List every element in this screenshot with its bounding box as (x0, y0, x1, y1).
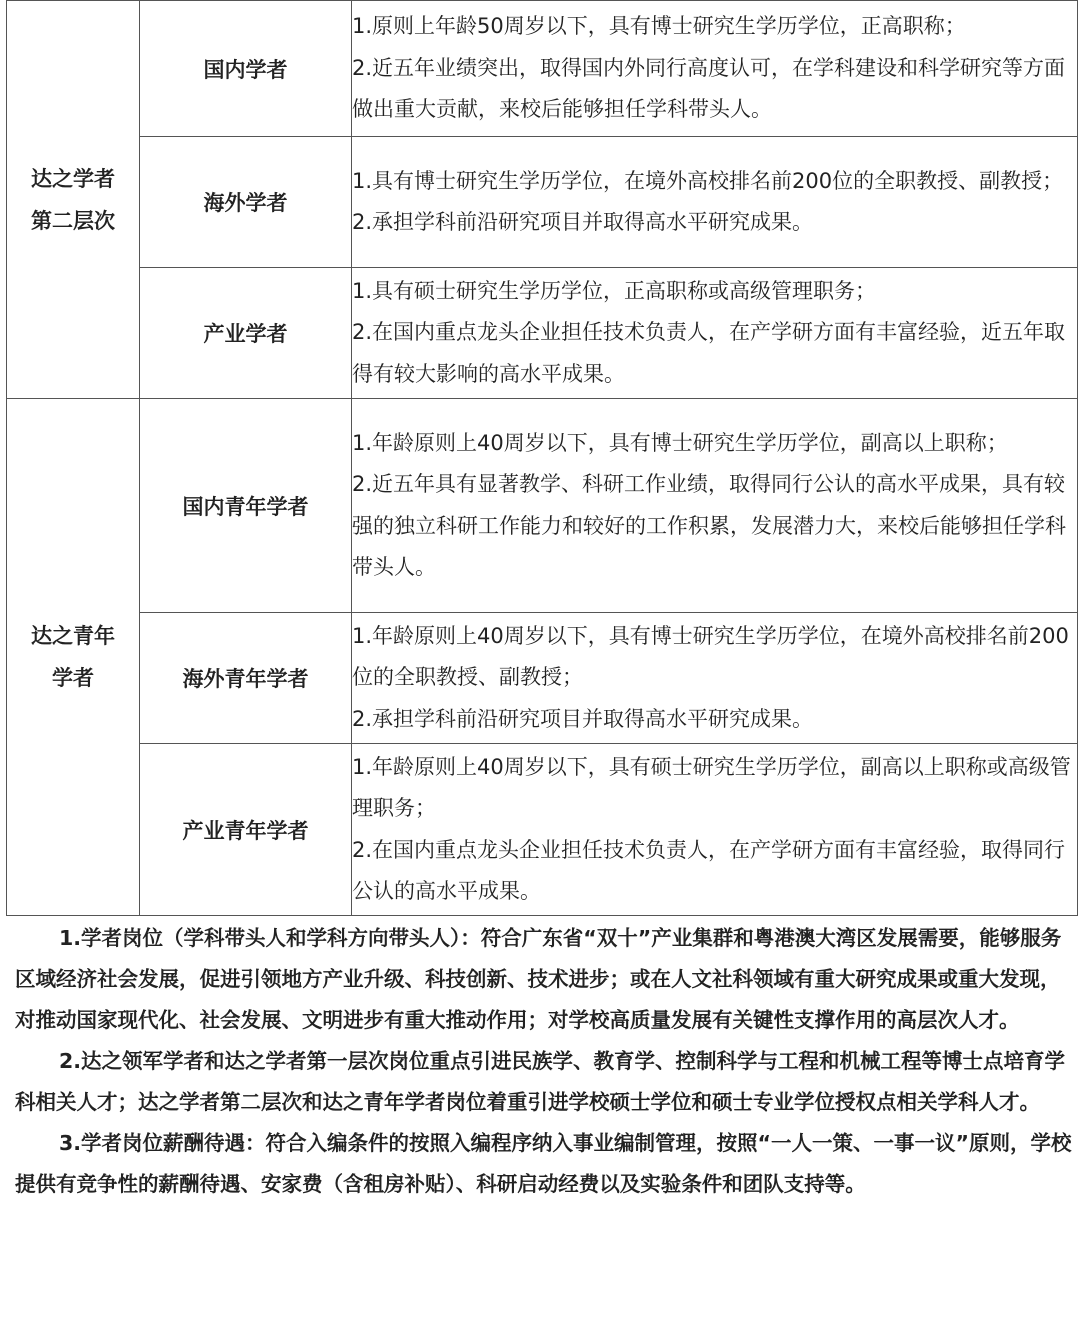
requirement-line: 1.年龄原则上40周岁以下，具有博士研究生学历学位，副高以上职称； (352, 430, 1008, 455)
category-cell (7, 1, 140, 399)
requirement-line: 2.承担学科前沿研究项目并取得高水平研究成果。 (352, 210, 814, 234)
scholar-type-cell: 国内青年学者 (140, 399, 352, 613)
requirement-cell (352, 744, 1078, 916)
scholar-type-cell: 国内学者 (140, 1, 352, 137)
requirement-line: 2.近五年业绩突出，取得国内外同行高度认可，在学科建设和科学研究等方面做出重大贡献，来校后能够担任学科带头人。 (352, 55, 1066, 122)
table-row (7, 268, 1078, 399)
requirement-line: 1.年龄原则上40周岁以下，具有硕士研究生学历学位，副高以上职称或高级管理职务； (352, 754, 1071, 820)
table-row (7, 399, 1078, 613)
requirement-line: 1.原则上年龄50周岁以下，具有博士研究生学历学位，正高职称； (352, 14, 966, 39)
table-row (7, 137, 1078, 268)
requirement-line: 2.近五年具有显著教学、科研工作业绩，取得同行公认的高水平成果，具有较强的独立科研工作能力和较好的工作积累，发展潜力大，来校后能够担任学科带头人。 (352, 472, 1066, 579)
requirements-table (6, 0, 1078, 916)
category-cell (7, 399, 140, 916)
scholar-type-cell: 海外学者 (140, 137, 352, 268)
table-row (7, 613, 1078, 744)
note-paragraph: 2.达之领军学者和达之学者第一层次岗位重点引进民族学、教育学、控制科学与工程和机械工程等博士点培育学科相关人才；达之学者第二层次和达之青年学者岗位着重引进学校硕士学位和硕士专业学位授权点相关学科人才。 (15, 1049, 1066, 1114)
category-line: 第二层次 (31, 208, 115, 233)
requirement-line: 2.承担学科前沿研究项目并取得高水平研究成果。 (352, 706, 814, 731)
requirement-cell (352, 268, 1078, 399)
requirement-line: 2.在国内重点龙头企业担任技术负责人，在产学研方面有丰富经验，近五年取得有较大影响的高水平成果。 (352, 320, 1066, 386)
table-row (7, 744, 1078, 916)
note-paragraph: 3.学者岗位薪酬待遇：符合入编条件的按照入编程序纳入事业编制管理，按照“一人一策、一事一议”原则，学校提供有竞争性的薪酬待遇、安家费（含租房补贴）、科研启动经费以及实验条件和团队支持等。 (15, 1131, 1072, 1196)
requirement-line: 1.年龄原则上40周岁以下，具有博士研究生学历学位，在境外高校排名前200位的全职教授、副教授； (352, 623, 1069, 690)
requirement-cell (352, 399, 1078, 613)
requirement-cell (352, 137, 1078, 268)
note-paragraph: 1.学者岗位（学科带头人和学科方向带头人）：符合广东省“双十”产业集群和粤港澳大湾区发展需要，能够服务区域经济社会发展，促进引领地方产业升级、科技创新、技术进步；或在人文社科领域有重大研究成果或重大发现，对推动国家现代化、社会发展、文明进步有重大推动作用；对学校高质量发展有关键性支撑作用的高层次人才。 (15, 926, 1062, 1032)
table-row (7, 1, 1078, 137)
requirement-cell (352, 1, 1078, 137)
requirement-line: 1.具有博士研究生学历学位，在境外高校排名前200位的全职教授、副教授； (352, 168, 1064, 193)
scholar-type-cell: 产业青年学者 (140, 744, 352, 916)
category-line: 达之青年 (31, 624, 115, 648)
scholar-type-cell: 海外青年学者 (140, 613, 352, 744)
category-line: 学者 (52, 666, 94, 690)
requirement-line: 1.具有硕士研究生学历学位，正高职称或高级管理职务； (352, 278, 877, 303)
category-line: 达之学者 (31, 166, 115, 191)
requirement-line: 2.在国内重点龙头企业担任技术负责人，在产学研方面有丰富经验，取得同行公认的高水平成果。 (352, 837, 1066, 903)
requirement-cell (352, 613, 1078, 744)
scholar-type-cell: 产业学者 (140, 268, 352, 399)
notes-section (15, 918, 1073, 1205)
